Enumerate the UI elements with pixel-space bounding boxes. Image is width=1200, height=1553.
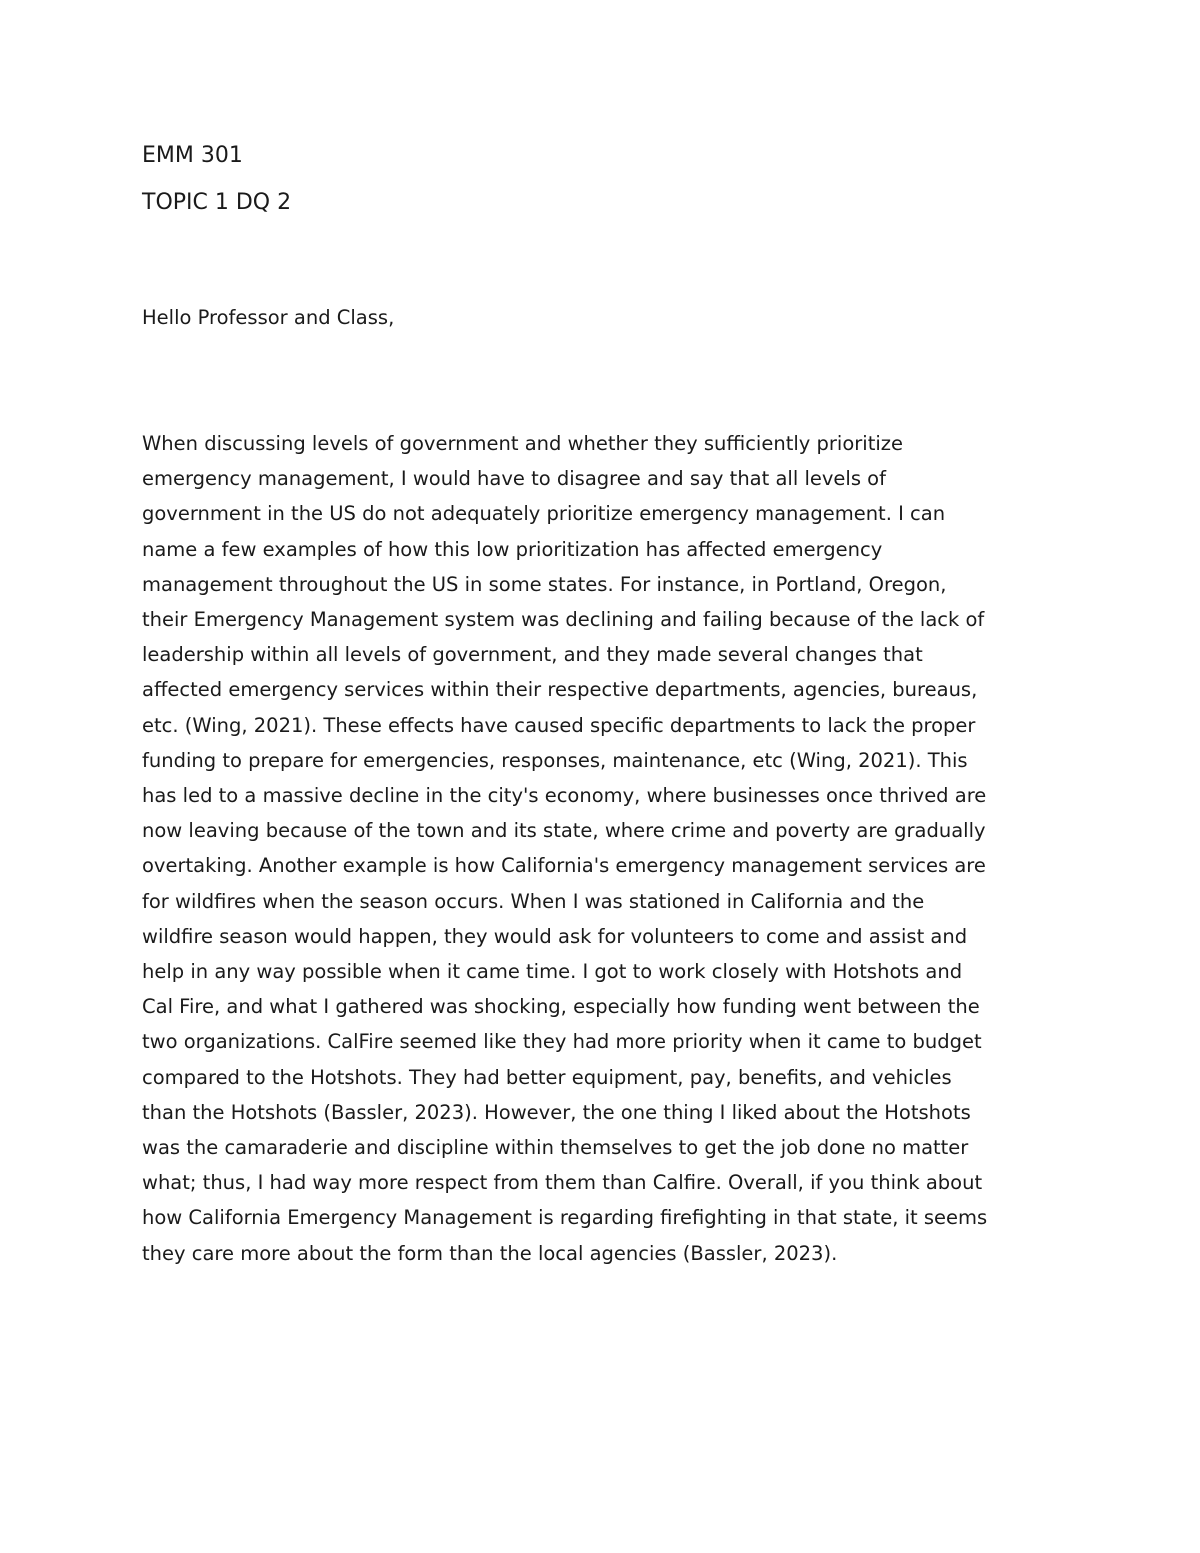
body-line: help in any way possible when it came time. I got to work closely with Hotshots and	[142, 960, 963, 984]
body-line: overtaking. Another example is how California's emergency management services are	[142, 854, 986, 878]
body-line: was the camaraderie and discipline within themselves to get the job done no matter	[142, 1136, 969, 1160]
body-line: than the Hotshots (Bassler, 2023). However, the one thing I liked about the Hotshots	[142, 1100, 971, 1124]
body-line: their Emergency Management system was declining and failing because of the lack of	[142, 608, 985, 632]
body-line: name a few examples of how this low prioritization has affected emergency	[142, 537, 883, 561]
topic-heading: TOPIC 1 DQ 2	[142, 190, 292, 215]
body-line: has led to a massive decline in the city's economy, where businesses once thrived are	[142, 784, 987, 808]
body-line: When discussing levels of government and whether they sufficiently prioritize	[142, 432, 903, 455]
body-line: what; thus, I had way more respect from them than Calfire. Overall, if you think about	[142, 1171, 983, 1195]
body-line: now leaving because of the town and its state, where crime and poverty are gradually	[142, 819, 986, 843]
body-line: wildfire season would happen, they would ask for volunteers to come and assist and	[142, 924, 968, 948]
body-line: management throughout the US in some states. For instance, in Portland, Oregon,	[142, 572, 947, 596]
body-line: funding to prepare for emergencies, responses, maintenance, etc (Wing, 2021). This	[142, 748, 968, 772]
body-line: Cal Fire, and what I gathered was shocking, especially how funding went between the	[142, 995, 980, 1019]
body-paragraph	[142, 426, 1082, 1271]
body-line: they care more about the form than the local agencies (Bassler, 2023).	[142, 1241, 838, 1265]
course-code-heading: EMM 301	[142, 143, 243, 168]
body-line: affected emergency services within their respective departments, agencies, bureaus,	[142, 678, 978, 702]
body-line: for wildfires when the season occurs. When I was stationed in California and the	[142, 889, 925, 913]
body-line: leadership within all levels of government, and they made several changes that	[142, 643, 923, 667]
body-line: compared to the Hotshots. They had better equipment, pay, benefits, and vehicles	[142, 1065, 952, 1089]
body-line: how California Emergency Management is regarding firefighting in that state, it seems	[142, 1206, 988, 1230]
greeting-text: Hello Professor and Class,	[142, 306, 395, 329]
body-line: two organizations. CalFire seemed like they had more priority when it came to budget	[142, 1030, 982, 1054]
body-line: etc. (Wing, 2021). These effects have caused specific departments to lack the proper	[142, 713, 976, 737]
body-line: government in the US do not adequately prioritize emergency management. I can	[142, 502, 946, 526]
body-line: emergency management, I would have to disagree and say that all levels of	[142, 467, 886, 491]
